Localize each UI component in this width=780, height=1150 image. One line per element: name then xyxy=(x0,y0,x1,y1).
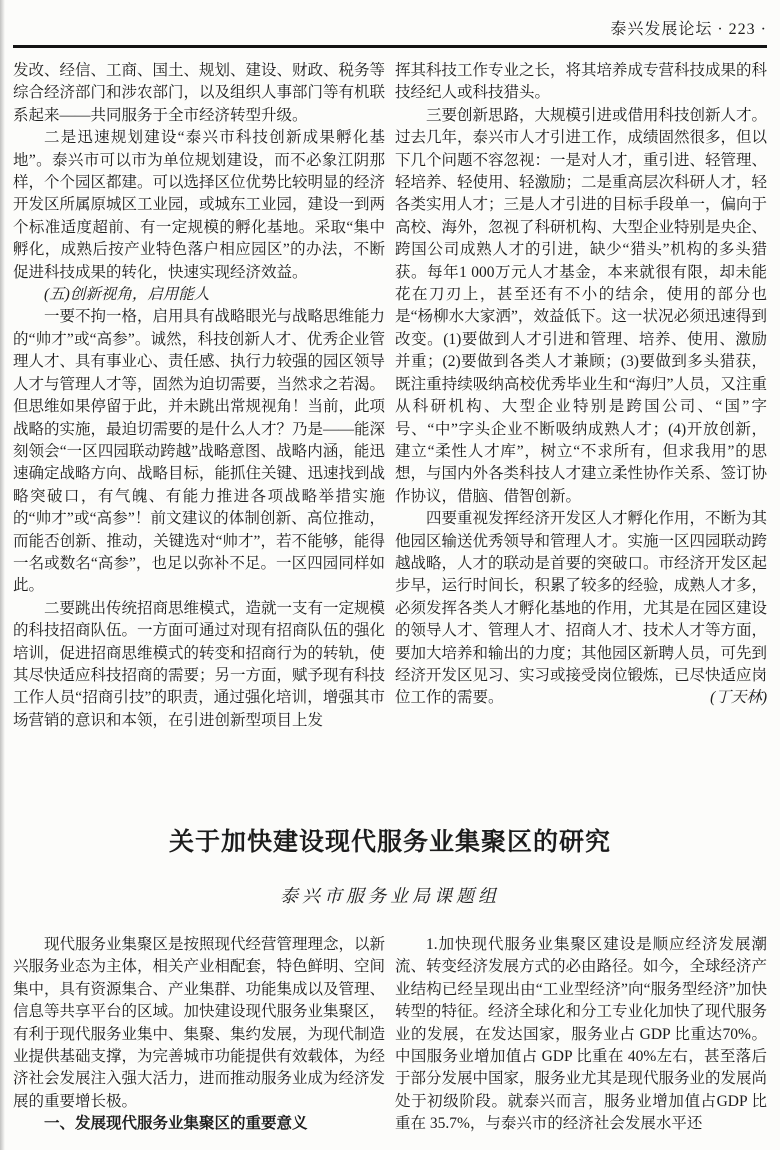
article-1 xyxy=(13,60,767,746)
paragraph: 二是迅速规划建设“泰兴市科技创新成果孵化基地”。泰兴市可以市为单位规划建设，而不必象江阴那样，个个园区都建。可以选择区位优势比较明显的经济开发区所属原城区工业园，或城东工业园，建设一到两个标准适度超前、有一定规模的孵化基地。采取“集中孵化，成熟后按产业特色落户相应园区”的办法，不断促进科技成果的转化，快速实现经济效益。 xyxy=(13,129,386,281)
paragraph: 三要创新思路，大规模引进或借用科技创新人才。过去几年，泰兴市人才引进工作，成绩固然很多，但以下几个问题不容忽视：一是对人才，重引进、轻管理、轻培养、轻使用、轻激励；二是重高层次科研人才，轻各类实用人才；三是人才引进的目标手段单一，偏向于高校、海外，忽视了科研机构、大型企业特别是央企、跨国公司成熟人才的引进，缺少“猎头”机构的多头猎获。每年1 000万元人才基金，本来就很有限，却未能花在刀刃上，甚至还有不小的结余，使用的部分也是“杨柳水大家洒”，效益低下。这一状况必须迅速得到改变。(1)要做到人才引进和管理、培养、使用、激励并重；(2)要做到各类人才兼顾；(3)要做到多头猎获，既注重持续吸纳高校优秀毕业生和“海归”人员，又注重从科研机构、大型企业特别是跨国公司、“国”字号、“中”字头企业不断吸纳成熟人才；(4)开放创新，建立“柔性人才库”，树立“不求所有，但求我用”的思想，与国内外各类科技人才建立柔性协作关系、签订协作协议，借脑、借智创新。 xyxy=(395,106,767,505)
article-2-column-right xyxy=(395,934,767,1150)
article-2-title: 关于加快建设现代服务业集聚区的研究 xyxy=(168,828,611,856)
paragraph: 四要重视发挥经济开发区人才孵化作用，不断为其他园区输送优秀领导和管理人才。实施一区四园联动跨越战略，人才的联动是首要的突破口。市经济开发区起步早，运行时间长，积累了较多的经验，成熟人才多，必须发挥各类人才孵化基地的作用，尤其是在园区建设的领导人才、管理人才、招商人才、技术人才等方面，要加大培养和输出的力度；其他园区新聘人员，可先到经济开发区见习、实习或接受岗位锻炼，已尽快适应岗位工作的需要。 (丁天林) xyxy=(395,508,767,710)
paragraph: 现代服务业集聚区是按照现代经营管理理念，以新兴服务业态为主体，相关产业相配套，特色鲜明、空间集中，具有资源集合、产业集群、功能集成以及管理、信息等共享平台的区域。加快建设现代服务业集聚区，有利于现代服务业集中、集聚、集约发展，为现代制造业提供基础支撑，为完善城市功能提供有效载体，为经济社会发展注入强大活力，进而推动服务业成为经济发展的重要增长极。 xyxy=(13,936,386,1110)
scan-edge-shadow xyxy=(0,0,5,1150)
article-2-column-left xyxy=(13,934,385,1150)
journal-title-and-page: 泰兴发展论坛 · 223 · xyxy=(610,21,767,38)
paragraph: 二要跳出传统招商思维模式，造就一支有一定规模的科技招商队伍。一方面可通过对现有招商队伍的强化培训，促进招商思维模式的转变和招商行为的转轨，使其尽快适应科技招商的需要；另一方面，赋予现有科技工作人员“招商引技”的职责，通过强化培训，增强其市场营销的意识和本领，在引进创新型项目上发 xyxy=(13,599,386,729)
article-2 xyxy=(13,822,767,1150)
section-heading: 一、发展现代服务业集聚区的重要意义 xyxy=(44,1115,308,1133)
article-1-column-left xyxy=(13,60,385,746)
article-1-column-right xyxy=(395,60,767,746)
page-header xyxy=(13,0,767,39)
paragraph: 挥其科技工作专业之长，将其培养成专营科技成果的科技经纪人或科技猎头。 xyxy=(395,62,767,102)
section-subheading: (五)创新视角，启用能人 xyxy=(44,286,210,304)
paragraph: 1.加快现代服务业集聚区建设是顺应经济发展潮流、转变经济发展方式的必由路径。如今，全球经济产业结构已经呈现出由“工业型经济”向“服务型经济”加快转型的特征。经济全球化和分工专业化加快了现代服务业的发展，在发达国家，服务业占 GDP 比重达70%。中国服务业增加值占 GDP 比重在 40%左右，甚至落后于部分发展中国家，服务业尤其是现代服务业的发展尚处于初级阶段。就泰兴而言，服务业增加值占GDP 比重在 35.7%，与泰兴市的经济社会发展水平还 xyxy=(395,936,767,1133)
article-2-body xyxy=(13,934,767,1150)
paragraph: 发改、经信、工商、国土、规划、建设、财政、税务等综合经济部门和涉农部门，以及组织人事部门等有机联系起来——共同服务于全市经济转型升级。 xyxy=(13,62,386,124)
header-rule xyxy=(13,45,767,48)
paragraph: 一要不拘一格，启用具有战略眼光与战略思维能力的“帅才”或“高参”。诚然，科技创新人才、优秀企业管理人才、具有事业心、责任感、执行力较强的园区领导人才与管理人才等，固然为迫切需要，当然求之若渴。但思维如果停留于此，并未跳出常规视角！当前，此项战略的实施，最迫切需要的是什么人才？乃是——能深刻领会“一区四园联动跨越”战略意图、战略内涵，能迅速确定战略方向、战略目标，能抓住关键、迅速找到战略突破口，有气魄、有能力推进各项战略举措实施的“帅才”或“高参”！前文建议的体制创新、高位推动，而能否创新、推动，关键选对“帅才”，若不能够，能得一名或数名“高参”，也足以弥补不足。一区四园同样如此。 xyxy=(13,308,386,595)
author-signature: (丁天林) xyxy=(710,689,767,707)
article-2-author: 泰兴市服务业局课题组 xyxy=(280,886,500,906)
